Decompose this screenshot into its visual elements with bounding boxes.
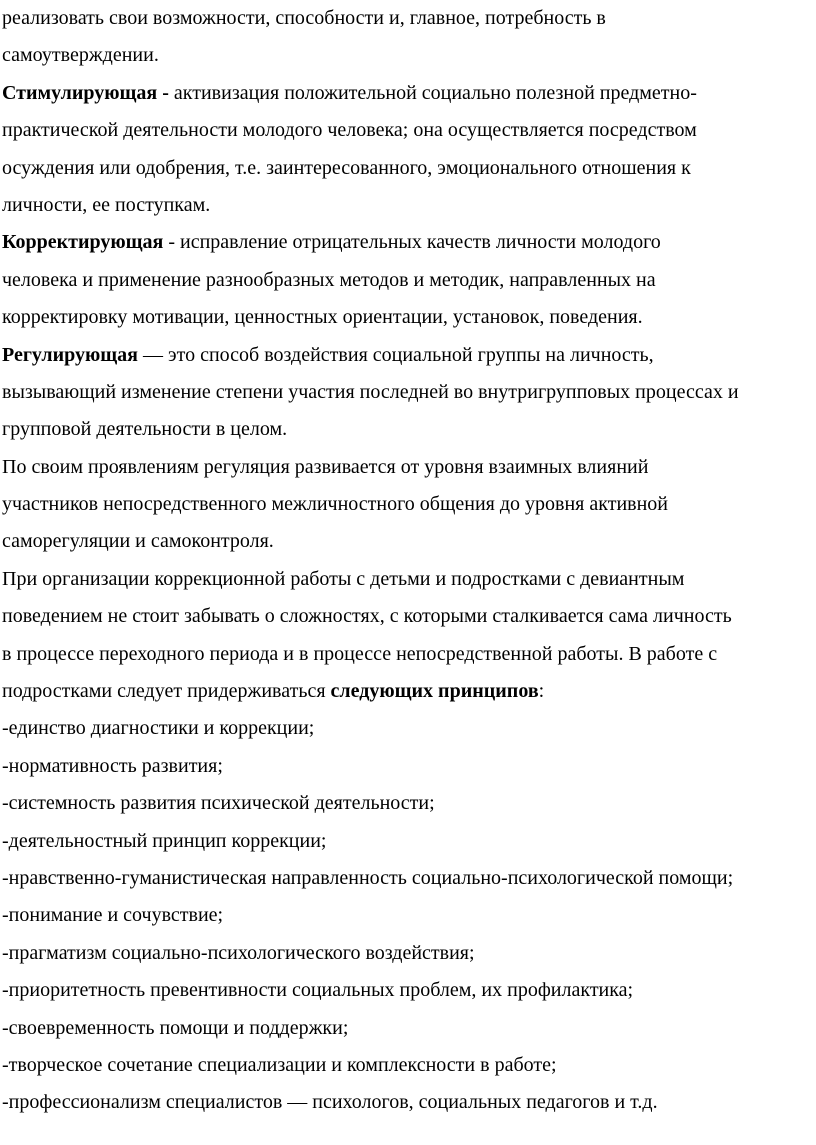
definition-text: - исправление отрицательных качеств личности молодого	[163, 231, 661, 254]
text-line: саморегуляции и самоконтроля.	[2, 530, 274, 553]
definition-text: активизация положительной социально полезной предметно-	[168, 81, 697, 104]
paragraph-intro	[2, 0, 814, 75]
list-item: -прагматизм социально-психологического воздействия;	[2, 941, 475, 964]
list-item: -деятельностный принцип коррекции;	[2, 829, 327, 852]
text-line: самоутверждении.	[2, 44, 159, 67]
list-item: -системность развития психической деятельности;	[2, 792, 435, 815]
term-stimulating: Стимулирующая -	[2, 81, 169, 104]
text-line	[2, 75, 814, 112]
definition-text: — это способ воздействия социальной группы на личность,	[138, 343, 654, 366]
list-item: -нормативность развития;	[2, 754, 223, 777]
text-line: в процессе переходного периода и в процессе непосредственной работы. В работе с	[2, 642, 718, 665]
text-line: вызывающий изменение степени участия последней во внутригрупповых процессах и	[2, 380, 739, 403]
term-correcting: Корректирующая	[2, 231, 164, 254]
text-span: :	[538, 680, 545, 703]
paragraph-correcting	[2, 224, 814, 336]
text-line: По своим проявлениям регуляция развивается от уровня взаимных влияний	[2, 455, 649, 478]
text-line: корректировку мотивации, ценностных ориентации, установок, поведения.	[2, 306, 643, 329]
term-regulating: Регулирующая	[2, 343, 139, 366]
text-line: осуждения или одобрения, т.е. заинтересованного, эмоционального отношения к	[2, 156, 691, 179]
principles-list	[2, 710, 814, 1121]
paragraph-regulating	[2, 337, 814, 449]
paragraph-organization	[2, 561, 814, 711]
text-line: групповой деятельности в целом.	[2, 418, 288, 441]
text-line	[2, 224, 814, 261]
text-line: При организации коррекционной работы с детьми и подростками с девиантным	[2, 567, 685, 590]
list-item: -профессионализм специалистов — психологов, социальных педагогов и т.д.	[2, 1091, 658, 1114]
list-item: -своевременность помощи и поддержки;	[2, 1016, 349, 1039]
list-item: -понимание и сочувствие;	[2, 904, 224, 927]
document-page	[2, 0, 814, 1122]
text-line	[2, 337, 814, 374]
paragraph-regulation	[2, 449, 814, 561]
list-item: -приоритетность превентивности социальных проблем, их профилактика;	[2, 979, 634, 1002]
paragraph-stimulating	[2, 75, 814, 225]
term-principles: следующих принципов	[330, 680, 539, 703]
text-span: подростками следует придерживаться	[2, 680, 331, 703]
text-line: человека и применение разнообразных методов и методик, направленных на	[2, 268, 656, 291]
text-line	[2, 673, 814, 710]
text-line: участников непосредственного межличностного общения до уровня активной	[2, 493, 669, 516]
list-item: -нравственно-гуманистическая направленность социально-психологической помощи;	[2, 866, 734, 889]
list-item: -творческое сочетание специализации и комплексности в работе;	[2, 1053, 557, 1076]
text-line: личности, ее поступкам.	[2, 193, 211, 216]
text-line: реализовать свои возможности, способности и, главное, потребность в	[2, 7, 606, 29]
text-line: поведением не стоит забывать о сложностях, с которыми сталкивается сама личность	[2, 605, 732, 628]
text-line: практической деятельности молодого человека; она осуществляется посредством	[2, 119, 697, 142]
list-item: -единство диагностики и коррекции;	[2, 717, 315, 740]
